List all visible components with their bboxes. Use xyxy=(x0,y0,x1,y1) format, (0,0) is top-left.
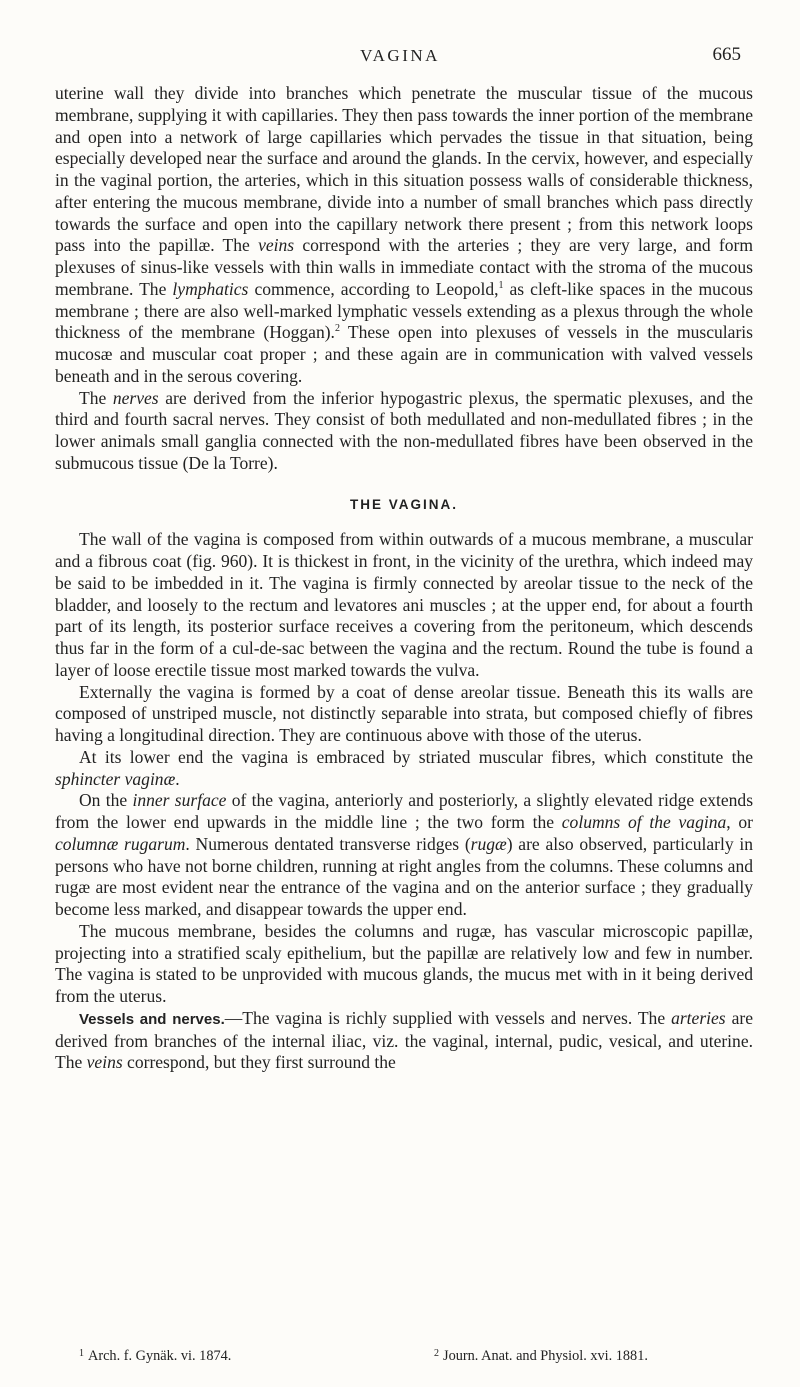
paragraph-vessels-nerves xyxy=(55,1008,753,1074)
text-run: correspond, but they first surround the xyxy=(122,1052,396,1073)
section-heading: THE VAGINA. xyxy=(349,496,458,512)
italic-term: rugæ xyxy=(470,833,507,854)
text-run: , or xyxy=(726,812,753,832)
italic-term: inner surface xyxy=(132,790,227,811)
paragraph-externally: Externally the vagina is formed by a coat of dense areolar tissue. Beneath this its walls are composed of unstriped muscle, not distinctly separable into strata, but composed chiefly of fibres having a longitudinal direction. They are continuous above with those of the uterus. xyxy=(55,681,753,745)
footnote-text: Arch. f. Gynäk. vi. 1874. xyxy=(88,1348,232,1364)
running-title: VAGINA xyxy=(360,46,440,65)
paragraph-mucous-membrane: The mucous membrane, besides the columns and rugæ, has vascular microscopic papillæ, projecting into a stratified scaly epithelium, but the papillæ are relatively low and few in number. The vagina is stated to be unprovided with mucous glands, the mucus met with in it being derived from the uterus. xyxy=(55,920,753,1006)
footnotes xyxy=(55,1348,753,1365)
paragraph-vagina-wall: The wall of the vagina is composed from within outwards of a mucous membrane, a muscular and a fibrous coat (fig. 960). It is thickest in front, in the vicinity of the urethra, which indeed may be said to be imbedded in it. The vagina is firmly connected by areolar tissue to the neck of the bladder, and loosely to the rectum and levatores ani muscles ; at the upper end, for about a fourth part of its length, its posterior surface receives a covering from the peritoneum, which descends thus far in the form of a cul-de-sac between the vagina and the rectum. Round the tube is found a layer of loose erectile tissue most marked towards the vulva. xyxy=(55,529,753,680)
text-run: At its lower end the vagina is embraced by striated muscular fibres, which constitute the xyxy=(79,746,753,767)
text-run: are derived from branches of the internal iliac, viz. the vaginal, internal, pudic, vesical, and uterine. The xyxy=(55,1007,753,1073)
text-run: The xyxy=(79,387,113,408)
text-run: On the xyxy=(79,790,133,811)
body-text xyxy=(55,83,753,1074)
text-run: ) are also observed, particularly in persons who have not borne children, running at right angles from the columns. These columns and rugæ are most evident near the entrance of the vagina and on the anterior surface ; they gradually become less marked, and disappear towards the upper end. xyxy=(55,833,754,919)
text-run: . xyxy=(175,768,180,789)
footnote-ref: 1 xyxy=(498,279,504,291)
text-run: as cleft-like spaces in the mucous membrane ; there are also well-marked lymphatic vessels extending as a plexus through the whole thickness of the membrane (Hoggan). xyxy=(55,278,753,343)
text-run: uterine wall they divide into branches which penetrate the muscular tissue of the mucous membrane, supplying it with capillaries. They then pass towards the inner portion of the membrane and open into a network of large capillaries which pervades the tissue in that situation, being especially developed near the surface and around the glands. In the cervix, however, and especially in the vaginal portion, the arteries, which in this situation possess walls of considerable thickness, after entering the mucous membrane, divide into a number of small branches which pass directly towards the surface and open into the capillary network there present ; from this network loops pass into the papillæ. The xyxy=(55,83,753,256)
footnote-text: Journ. Anat. and Physiol. xvi. 1881. xyxy=(443,1348,648,1364)
italic-term: sphincter vaginæ xyxy=(55,768,176,789)
paragraph-sphincter xyxy=(55,747,753,791)
paragraph-vessels-uterus xyxy=(55,83,753,388)
italic-term: lymphatics xyxy=(172,278,249,299)
page-number: 665 xyxy=(712,44,741,65)
run-in-heading: Vessels and nerves. xyxy=(79,1010,225,1028)
footnote xyxy=(398,1348,753,1365)
italic-term: arteries xyxy=(671,1007,726,1028)
paragraph-nerves xyxy=(55,388,753,475)
footnote-mark: 1 xyxy=(79,1348,84,1359)
italic-term: columns of the vagina xyxy=(561,812,727,832)
italic-term: columnæ rugarum xyxy=(55,833,186,854)
footnote-mark: 2 xyxy=(434,1348,439,1359)
text-run: These open into plexuses of vessels in the muscularis mucosæ and muscular coat proper ; and these again are in communication with valved vessels beneath and in the serous covering. xyxy=(55,322,753,386)
text-run: —The vagina is richly supplied with vessels and nerves. The xyxy=(224,1007,672,1028)
text-run: commence, according to Leopold, xyxy=(248,278,499,299)
italic-term: veins xyxy=(86,1052,123,1073)
footnote xyxy=(55,1348,398,1365)
text-run: . Numerous dentated transverse ridges ( xyxy=(185,833,471,854)
italic-term: nerves xyxy=(112,387,159,408)
page-header xyxy=(55,42,745,72)
text-run: of the vagina, anteriorly and posteriorly, a slightly elevated ridge extends from the lower end upwards in the middle line ; the two form the xyxy=(55,790,754,832)
footnote-ref: 2 xyxy=(334,323,340,335)
text-run: are derived from the inferior hypogastric plexus, the spermatic plexuses, and the third and fourth sacral nerves. They consist of both medullated and non-medullated fibres ; in the lower animals small ganglia connected with the non-medullated fibres have been observed in the submucous tissue (De la Torre). xyxy=(55,387,753,473)
paragraph-inner-surface xyxy=(55,790,753,921)
italic-term: veins xyxy=(258,235,295,256)
text-run: correspond with the arteries ; they are very large, and form plexuses of sinus-like vessels with thin walls in immediate contact with the stroma of the mucous membrane. The xyxy=(55,235,753,299)
